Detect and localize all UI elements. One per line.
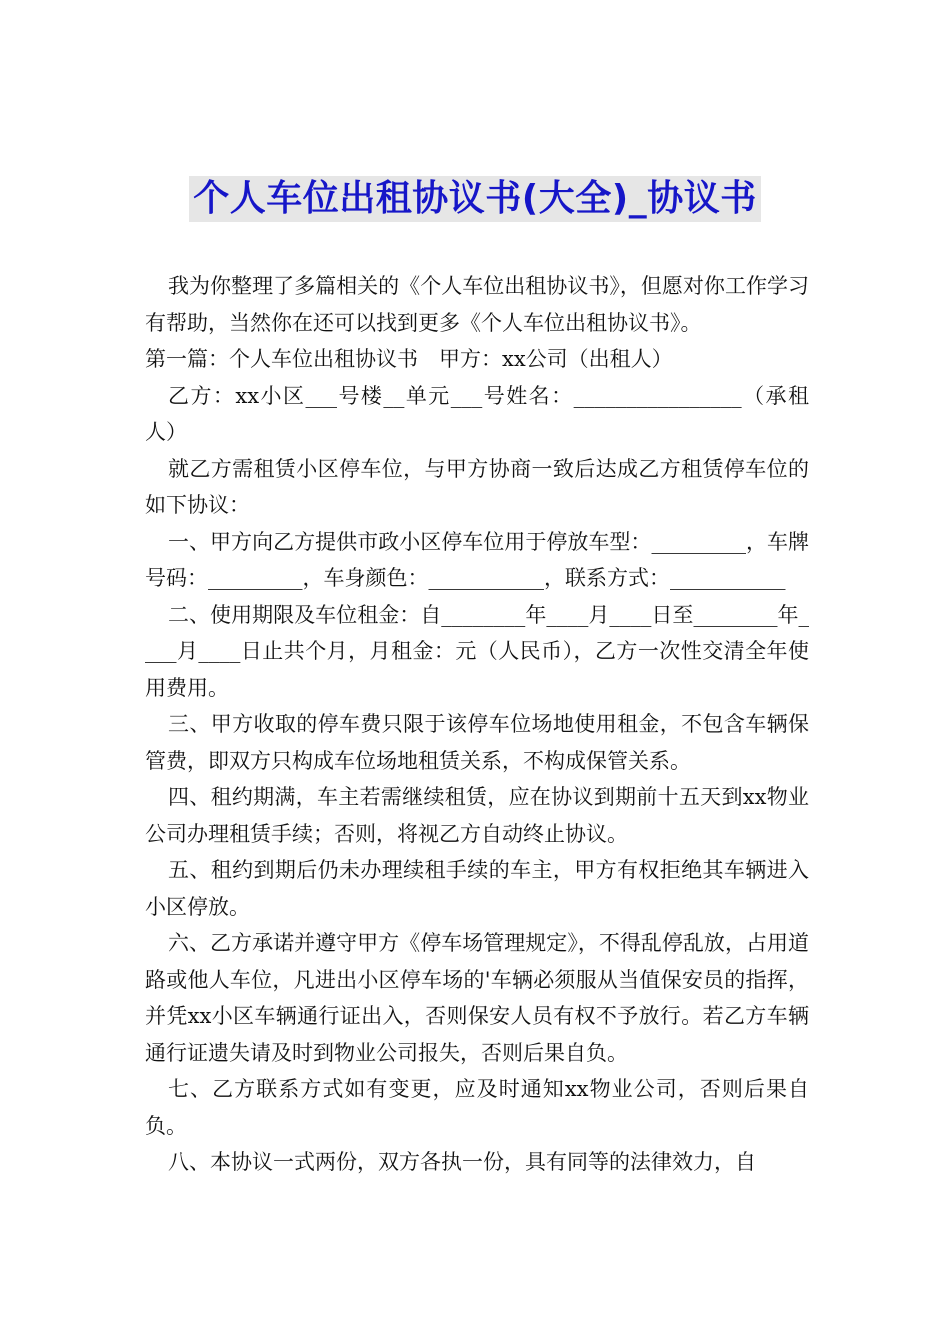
paragraph-clause-7: 七、乙方联系方式如有变更，应及时通知xx物业公司，否则后果自负。	[145, 1077, 809, 1138]
paragraph-agreement-intro: 就乙方需租赁小区停车位，与甲方协商一致后达成乙方租赁停车位的如下协议：	[145, 456, 809, 517]
title-container	[0, 176, 950, 222]
paragraph-clause-8: 八、本协议一式两份，双方各执一份，具有同等的法律效力，自	[168, 1150, 756, 1174]
paragraph-clause-6: 六、乙方承诺并遵守甲方《停车场管理规定》，不得乱停乱放，占用道路或他人车位，凡进出小区停车场的'车辆必须服从当值保安员的指挥，并凭xx小区车辆通行证出入，否则保安人员有权不予放行。若乙方车辆通行证遗失请及时到物业公司报失，否则后果自负。	[145, 931, 809, 1065]
paragraph-party-b: 乙方：xx小区___号楼__单元___号姓名：________________（承租人）	[145, 383, 809, 444]
paragraph-clause-1: 一、甲方向乙方提供市政小区停车位用于停放车型：_________，车牌号码：_________，车身颜色：___________，联系方式：___________	[145, 529, 809, 590]
paragraph-clause-4: 四、租约期满，车主若需继续租赁，应在协议到期前十五天到xx物业公司办理租赁手续；否则，将视乙方自动终止协议。	[145, 785, 809, 846]
paragraph-clause-3: 三、甲方收取的停车费只限于该停车位场地使用租金，不包含车辆保管费，即双方只构成车位场地租赁关系，不构成保管关系。	[145, 712, 809, 773]
paragraph-clause-2: 二、使用期限及车位租金：自________年____月____日至________年____月____日止共个月，月租金：元（人民币），乙方一次性交清全年使用费用。	[145, 602, 809, 700]
paragraph-clause-5: 五、租约到期后仍未办理续租手续的车主，甲方有权拒绝其车辆进入小区停放。	[145, 858, 809, 919]
paragraph-part-one-header: 第一篇：个人车位出租协议书 甲方：xx公司（出租人）	[145, 347, 673, 371]
document-title: 个人车位出租协议书(大全)_协议书	[189, 176, 760, 222]
document-body	[145, 268, 809, 1181]
paragraph-intro: 我为你整理了多篇相关的《个人车位出租协议书》，但愿对你工作学习有帮助，当然你在还可以找到更多《个人车位出租协议书》。	[145, 274, 809, 335]
